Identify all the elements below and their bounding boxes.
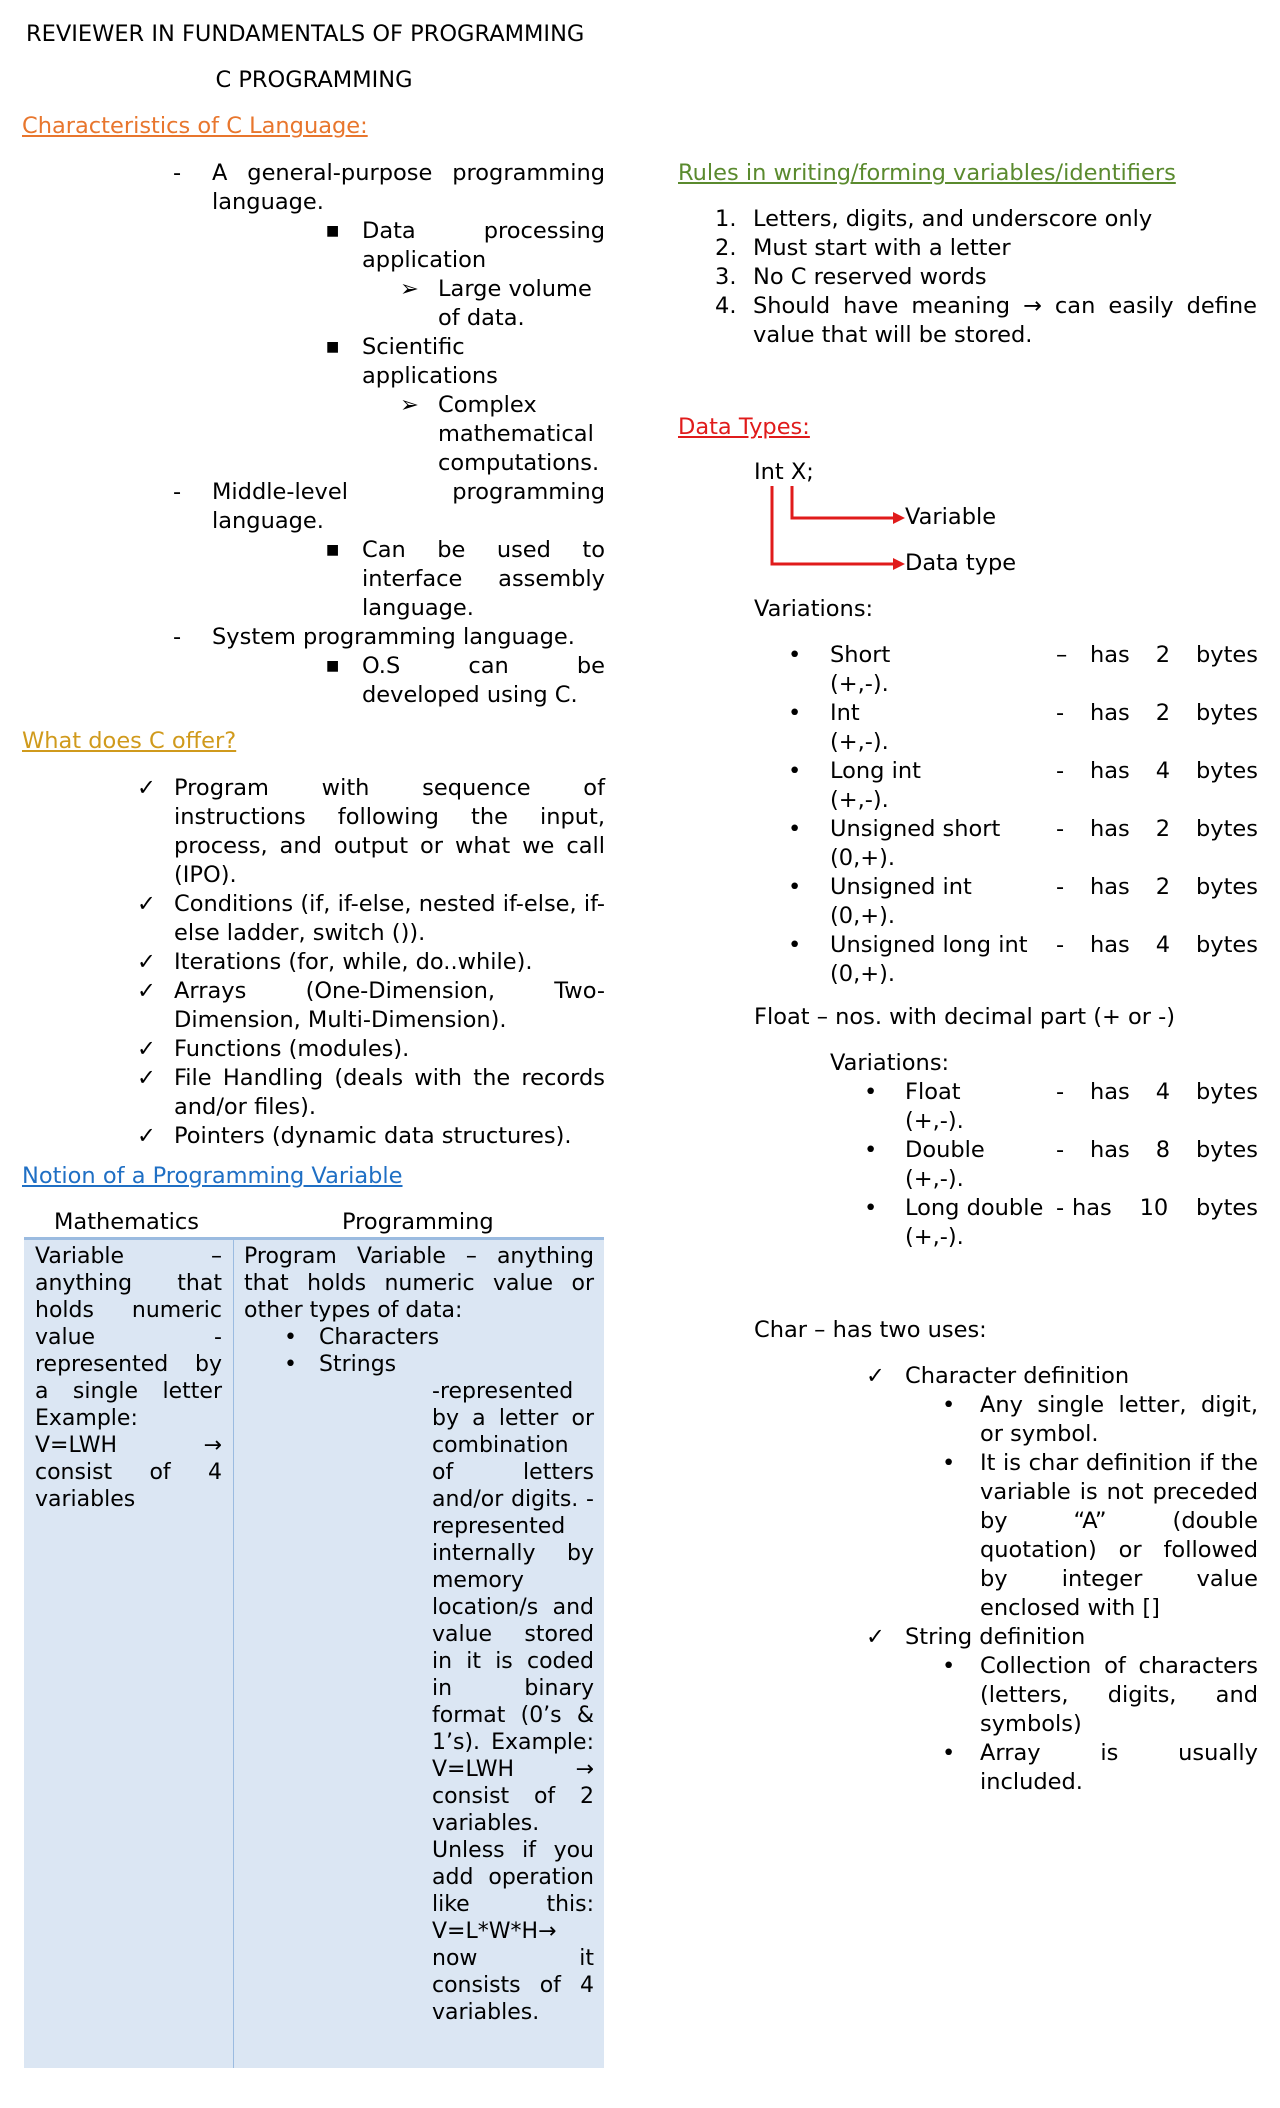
square-bullet-icon: ■ <box>326 223 340 239</box>
characteristics-item-label: A general-purpose programming language. <box>212 160 605 215</box>
document-title: REVIEWER IN FUNDAMENTALS OF PROGRAMMING <box>26 21 585 47</box>
checkmark-icon: ✓ <box>137 891 156 917</box>
list-item: • Float - has 4 bytes (+,-). <box>864 1079 1258 1134</box>
list-item: ✓ Iterations (for, while, do..while). <box>137 949 533 975</box>
list-item: • Unsigned long int - has 4 bytes (0,+). <box>788 932 1258 987</box>
variations-label: Variations: <box>754 596 874 622</box>
square-bullet-icon: ■ <box>326 339 340 355</box>
characteristics-subitem: ■ Data processing application <box>326 218 605 273</box>
rules-list <box>715 205 1257 350</box>
list-item: ✓ Conditions (if, if-else, nested if-else, if-else ladder, switch ()). <box>137 891 605 946</box>
list-item: • Int - has 2 bytes (+,-). <box>788 700 1258 755</box>
list-item: • Long int - has 4 bytes (+,-). <box>788 758 1258 813</box>
char-use-string-points <box>940 1652 1258 1797</box>
characteristics-item-3: - System programming language. <box>170 623 605 652</box>
bullet-icon: • <box>284 1352 297 1377</box>
table-cell-programming-list <box>244 1324 594 1378</box>
bullet-icon: • <box>788 758 802 784</box>
checkmark-icon: ✓ <box>137 949 156 975</box>
datatypes-heading: Data Types: <box>678 414 810 440</box>
list-item: • Short – has 2 bytes (+,-). <box>788 642 1258 697</box>
list-item: • Any single letter, digit, or symbol. <box>942 1392 1258 1447</box>
bullet-icon: • <box>942 1653 956 1679</box>
checkmark-icon: ✓ <box>866 1363 885 1389</box>
offer-heading: What does C offer? <box>22 728 237 754</box>
declaration-example: Int X; <box>754 459 814 485</box>
characteristics-detail: ➢ Large volume of data. <box>400 276 592 331</box>
bullet-icon: • <box>942 1450 956 1476</box>
characteristics-item-label: Middle-level programming language. <box>212 479 605 534</box>
bullet-icon: • <box>864 1195 878 1221</box>
list-item: ✓ Pointers (dynamic data structures). <box>137 1123 572 1149</box>
arrowhead-icon <box>893 512 905 524</box>
checkmark-icon: ✓ <box>137 1036 156 1062</box>
square-bullet-icon: ■ <box>326 542 340 558</box>
float-variations-list <box>864 1078 1258 1252</box>
arrowhead-icon <box>893 558 905 570</box>
document-subtitle: C PROGRAMMING <box>215 67 413 93</box>
list-item: • Unsigned int - has 2 bytes (0,+). <box>788 874 1258 929</box>
bullet-icon: • <box>864 1137 878 1163</box>
characteristics-detail: ➢ Complex mathematical computations. <box>400 392 600 476</box>
arrowhead-bullet-icon: ➢ <box>400 392 419 418</box>
table-cell-programming-intro: Program Variable – anything that holds numeric value or other types of data: <box>244 1244 594 1323</box>
notion-heading: Notion of a Programming Variable <box>22 1163 403 1189</box>
list-item: ✓ Arrays (One-Dimension, Two-Dimension, Multi-Dimension). <box>137 978 605 1033</box>
list-item: ✓ Program with sequence of instructions following the input, process, and output or what we call (IPO). <box>137 775 605 888</box>
rules-heading: Rules in writing/forming variables/identifiers <box>678 160 1176 186</box>
characteristics-subitem: ■ Can be used to interface assembly language. <box>326 537 605 621</box>
bullet-icon: • <box>788 874 802 900</box>
list-item: • Characters <box>284 1325 440 1350</box>
column-header-programming: Programming <box>342 1209 494 1235</box>
table-cell-programming-detail: -represented by a letter or combination of letters and/or digits. -represented internally by memory location/s and value stored in it is coded in binary format (0’s & 1’s). Example: V=LWH → consist of 2 variables. Unless if you add operation like this: V=L*W*H→ now it consists of 4 variables. <box>432 1379 594 2025</box>
bullet-icon: • <box>864 1079 878 1105</box>
declaration-diagram <box>760 484 910 574</box>
table-column-divider <box>233 1240 234 2068</box>
table-cell-mathematics: Variable – anything that holds numeric value - represented by a single letter Example: V=LWH → consist of 4 variables <box>35 1244 222 1512</box>
list-item: • Unsigned short - has 2 bytes (0,+). <box>788 816 1258 871</box>
characteristics-subitem: ■ O.S can be developed using C. <box>326 653 605 708</box>
bullet-icon: • <box>942 1392 956 1418</box>
bullet-icon: • <box>788 816 802 842</box>
characteristics-item-2: - Middle-level programming language. <box>173 479 605 534</box>
list-item: 4. Should have meaning → can easily define value that will be stored. <box>715 293 1257 348</box>
bullet-icon: • <box>788 642 802 668</box>
arrowhead-bullet-icon: ➢ <box>400 276 419 302</box>
checkmark-icon: ✓ <box>137 775 156 801</box>
char-use-character: ✓ Character definition <box>866 1363 1130 1389</box>
list-item: • Strings <box>284 1352 397 1377</box>
list-item: ✓ File Handling (deals with the records and/or files). <box>137 1065 605 1120</box>
list-item: • Double - has 8 bytes (+,-). <box>864 1137 1258 1192</box>
list-item: • Array is usually included. <box>942 1740 1258 1795</box>
column-header-mathematics: Mathematics <box>54 1209 199 1235</box>
bullet-icon: • <box>942 1740 956 1766</box>
characteristics-item-label: System programming language. <box>212 624 575 650</box>
list-item: • Long double - has 10 bytes (+,-). <box>864 1195 1258 1250</box>
list-item: 1. Letters, digits, and underscore only <box>715 206 1153 232</box>
datatype-arrow-icon <box>772 486 893 564</box>
float-variations-label: Variations: <box>830 1050 950 1076</box>
char-use-character-points <box>940 1391 1258 1623</box>
diagram-label-variable: Variable <box>905 504 997 530</box>
char-line: Char – has two uses: <box>754 1317 987 1343</box>
characteristics-heading: Characteristics of C Language: <box>22 113 368 139</box>
checkmark-icon: ✓ <box>137 978 156 1004</box>
float-line: Float – nos. with decimal part (+ or -) <box>754 1004 1176 1030</box>
int-variations-list <box>788 641 1258 989</box>
list-item: • It is char definition if the variable is not preceded by “A” (double quotation) or followed by integer value enclosed with [] <box>942 1450 1258 1621</box>
checkmark-icon: ✓ <box>137 1065 156 1091</box>
char-use-string: ✓ String definition <box>866 1624 1086 1650</box>
square-bullet-icon: ■ <box>326 658 340 674</box>
list-item: • Collection of characters (letters, digits, and symbols) <box>942 1653 1258 1737</box>
bullet-icon: • <box>788 700 802 726</box>
bullet-icon: • <box>284 1325 297 1350</box>
offer-list <box>137 774 605 1151</box>
checkmark-icon: ✓ <box>137 1123 156 1149</box>
characteristics-item-1: - A general-purpose programming language. <box>173 160 605 215</box>
diagram-label-datatype: Data type <box>905 550 1017 576</box>
bullet-icon: • <box>788 932 802 958</box>
checkmark-icon: ✓ <box>866 1624 885 1650</box>
variable-arrow-icon <box>792 486 893 518</box>
list-item: 3. No C reserved words <box>715 264 987 290</box>
list-item: ✓ Functions (modules). <box>137 1036 410 1062</box>
list-item: 2. Must start with a letter <box>715 235 1011 261</box>
table-header <box>24 1208 604 1236</box>
characteristics-subitem: ■ Scientific applications <box>326 334 498 389</box>
